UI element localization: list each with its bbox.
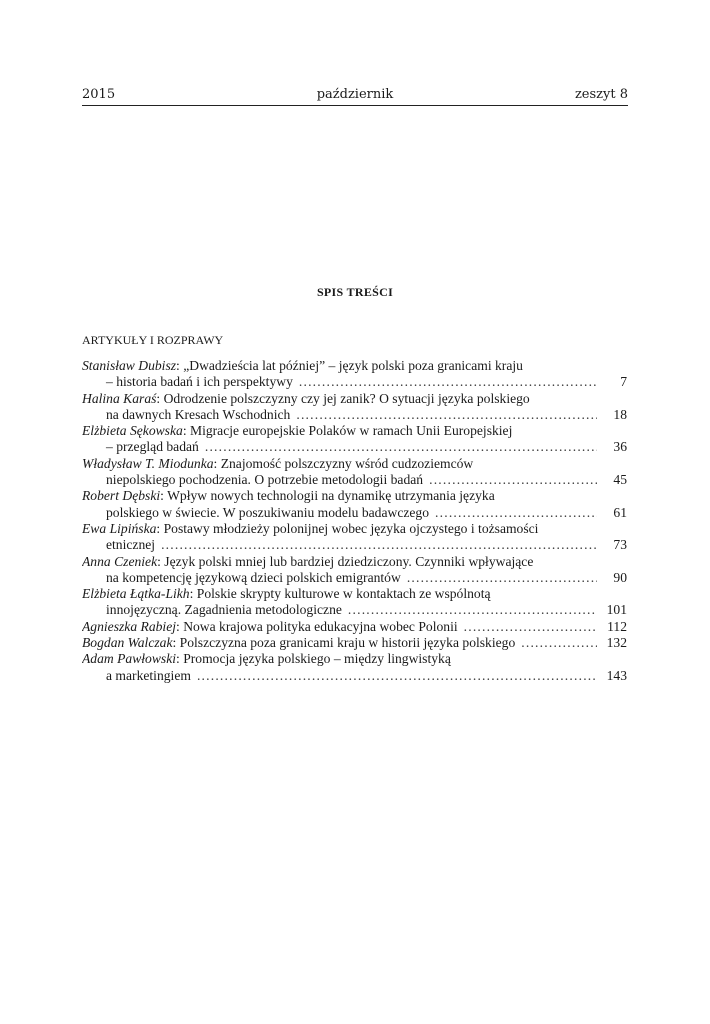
toc-entry	[82, 619, 627, 635]
toc-entry	[82, 488, 627, 521]
toc-entry	[82, 391, 627, 424]
toc-title-part: : Polszczyzna poza granicami kraju w historii języka polskiego	[172, 635, 516, 651]
toc-entry-line	[82, 374, 627, 390]
toc-page-number: 45	[613, 472, 627, 488]
toc-page-number: 132	[606, 635, 627, 651]
toc-entry-line	[82, 423, 627, 439]
toc-entry-line	[82, 554, 627, 570]
dot-leader	[348, 602, 597, 618]
toc-title-part: : Postawy młodzieży polonijnej wobec języka ojczystego i tożsamości	[156, 520, 539, 536]
toc-title-part: : Polskie skrypty kulturowe w kontaktach ze wspólnotą	[189, 586, 491, 602]
toc-title-part: : Znajomość polszczyzny wśród cudzoziemców	[213, 455, 474, 471]
toc-title-continuation: na dawnych Kresach Wschodnich	[106, 406, 291, 422]
toc-title-part: : Promocja języka polskiego – między lingwistyką	[176, 651, 451, 667]
toc-entry-line	[82, 358, 627, 374]
toc-entry-line	[82, 586, 627, 602]
dot-leader	[296, 407, 597, 423]
toc-page-number: 90	[613, 569, 627, 585]
dot-leader	[407, 570, 597, 586]
toc-entry-line	[82, 456, 627, 472]
dot-leader	[299, 374, 597, 390]
toc-entry-text	[82, 635, 515, 651]
toc-title-continuation: a marketingiem	[106, 667, 191, 683]
toc-title-part: : Migracje europejskie Polaków w ramach Unii Europejskiej	[182, 423, 513, 439]
dot-leader	[464, 619, 597, 635]
toc-title-continuation: – historia badań i ich perspektywy	[106, 374, 293, 390]
toc-page-number: 61	[613, 504, 627, 520]
dot-leader	[429, 472, 597, 488]
toc-title-part: : Wpływ nowych technologii na dynamikę utrzymania języka	[160, 488, 495, 504]
toc-entry-text	[82, 391, 530, 406]
toc-entry-text	[82, 358, 523, 373]
toc-entry-line	[82, 439, 627, 455]
section-heading: ARTYKUŁY I ROZPRAWY	[82, 333, 224, 347]
toc-entry-text	[82, 456, 473, 471]
toc-entry-line	[82, 505, 627, 521]
toc-entry-line	[82, 635, 627, 651]
toc-author: Halina Karaś	[82, 390, 157, 406]
toc-author: Ewa Lipińska	[82, 520, 157, 536]
toc-title-part: : „Dwadzieścia lat później” – język polski poza granicami kraju	[176, 358, 523, 373]
running-header	[82, 87, 628, 106]
toc-title-continuation: – przegląd badań	[106, 439, 199, 455]
toc-entry-line	[82, 570, 627, 586]
table-of-contents	[82, 358, 627, 684]
toc-author: Bogdan Walczak	[82, 635, 173, 651]
toc-author: Elżbieta Sękowska	[82, 423, 183, 439]
header-issue: zeszyt 8	[574, 87, 628, 102]
toc-author: Robert Dębski	[82, 488, 161, 504]
toc-author: Władysław T. Miodunka	[82, 455, 214, 471]
toc-entry-line	[82, 472, 627, 488]
toc-entry-line	[82, 651, 627, 667]
toc-title-continuation: na kompetencję językową dzieci polskich emigrantów	[106, 569, 401, 585]
toc-page-number: 101	[606, 602, 627, 618]
toc-entry	[82, 358, 627, 391]
toc-page-number: 18	[613, 406, 627, 422]
toc-author: Anna Czeniek	[82, 553, 158, 569]
toc-title-continuation: polskiego w świecie. W poszukiwaniu modelu badawczego	[106, 504, 430, 520]
toc-page-number: 73	[613, 537, 627, 553]
toc-page-number: 143	[606, 667, 627, 683]
toc-entry-line	[82, 407, 627, 423]
toc-title-continuation: niepolskiego pochodzenia. O potrzebie metodologii badań	[106, 472, 424, 488]
dot-leader	[161, 537, 597, 553]
dot-leader	[205, 439, 597, 455]
page-title: SPIS TREŚCI	[316, 285, 394, 299]
toc-title-continuation: innojęzyczną. Zagadnienia metodologiczne	[106, 602, 342, 618]
toc-page-number: 112	[607, 618, 627, 634]
header-month: październik	[316, 87, 394, 102]
toc-page-number: 7	[620, 374, 627, 390]
toc-entry-line	[82, 391, 627, 407]
toc-entry-text	[82, 651, 451, 666]
toc-entry-line	[82, 668, 627, 684]
toc-entry-text	[82, 619, 458, 635]
header-year: 2015	[82, 87, 116, 102]
toc-entry	[82, 456, 627, 489]
toc-entry	[82, 521, 627, 554]
toc-author: Stanisław Dubisz	[82, 358, 177, 373]
toc-entry-line	[82, 521, 627, 537]
toc-entry-line	[82, 537, 627, 553]
toc-title-part: : Odrodzenie polszczyzny czy jej zanik? O sytuacji języka polskiego	[156, 390, 530, 406]
toc-entry	[82, 554, 627, 587]
toc-entry-text	[82, 586, 491, 601]
toc-entry-text	[82, 423, 512, 438]
toc-author: Adam Pawłowski	[82, 651, 177, 667]
dot-leader	[435, 505, 597, 521]
toc-author: Agnieszka Rabiej	[82, 618, 177, 634]
toc-entry	[82, 423, 627, 456]
toc-entry-line	[82, 619, 627, 635]
toc-entry-line	[82, 602, 627, 618]
toc-entry-text	[82, 521, 538, 536]
toc-author: Elżbieta Łątka-Likh	[82, 586, 190, 602]
dot-leader	[197, 668, 597, 684]
toc-entry	[82, 651, 627, 684]
toc-entry-text	[82, 554, 533, 569]
toc-entry-text	[82, 488, 495, 503]
toc-title-part: : Język polski mniej lub bardziej dziedziczony. Czynniki wpływające	[157, 553, 534, 569]
dot-leader	[521, 635, 597, 651]
toc-entry	[82, 635, 627, 651]
toc-title-continuation: etnicznej	[106, 537, 156, 553]
toc-entry	[82, 586, 627, 619]
toc-entry-line	[82, 488, 627, 504]
toc-page-number: 36	[613, 439, 627, 455]
toc-title-part: : Nowa krajowa polityka edukacyjna wobec Polonii	[176, 618, 458, 634]
